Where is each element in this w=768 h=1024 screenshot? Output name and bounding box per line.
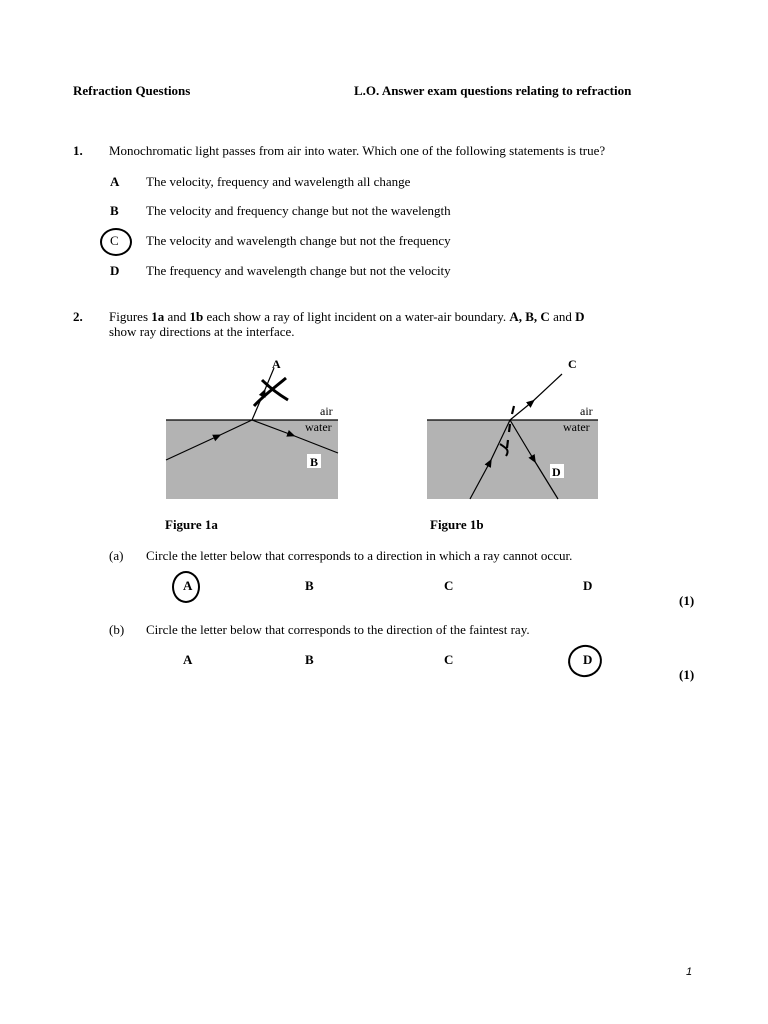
part-a-choice-a: A	[183, 578, 193, 593]
handwritten-cross-stroke-1	[254, 378, 286, 406]
part-a-marks: (1)	[679, 593, 695, 608]
q1-option-b-letter: B	[110, 203, 119, 218]
q1-option-d-text: The frequency and wavelength change but not the velocity	[146, 263, 451, 278]
part-b-label: (b)	[109, 622, 125, 637]
handwritten-cross-stroke-2	[262, 380, 288, 400]
air-label: air	[580, 404, 593, 418]
part-a-label: (a)	[109, 548, 124, 563]
part-a-choice-b: B	[305, 578, 314, 593]
page-number: 1	[686, 966, 693, 978]
question-2-intro-line2: show ray directions at the interface.	[109, 324, 295, 339]
air-label: air	[320, 404, 333, 418]
q1-option-a-letter: A	[110, 174, 120, 189]
q1-option-c-text: The velocity and wavelength change but not the frequency	[146, 233, 451, 248]
label-d: D	[552, 465, 561, 479]
question-2-number: 2.	[73, 309, 83, 324]
part-b-choice-c: C	[444, 652, 454, 667]
learning-objective: L.O. Answer exam questions relating to refraction	[354, 83, 632, 98]
label-c: C	[568, 357, 577, 371]
part-a-text: Circle the letter below that corresponds to a direction in which a ray cannot occur.	[146, 548, 573, 563]
figure-1b-caption: Figure 1b	[430, 517, 484, 532]
water-label: water	[305, 420, 332, 434]
figure-1b	[420, 352, 610, 504]
q1-option-d-letter: D	[110, 263, 120, 278]
question-1-text: Monochromatic light passes from air into water. Which one of the following statements is true?	[109, 143, 606, 158]
q1-option-c-letter: C	[110, 233, 119, 248]
part-a-choice-c: C	[444, 578, 454, 593]
part-b-marks: (1)	[679, 667, 695, 682]
part-b-choice-b: B	[305, 652, 314, 667]
label-b: B	[310, 455, 319, 469]
ray-c-end	[532, 374, 562, 402]
part-b-choice-d: D	[583, 652, 593, 667]
page-title: Refraction Questions	[73, 83, 191, 98]
figure-1a	[160, 352, 350, 504]
q1-option-b-text: The velocity and frequency change but not the wavelength	[146, 203, 451, 218]
part-a-choice-d: D	[583, 578, 593, 593]
part-b-text: Circle the letter below that corresponds to the direction of the faintest ray.	[146, 622, 530, 637]
water-label: water	[563, 420, 590, 434]
part-b-choice-a: A	[183, 652, 193, 667]
label-a: A	[272, 357, 281, 371]
figure-1a-caption: Figure 1a	[165, 517, 218, 532]
q1-option-a-text: The velocity, frequency and wavelength all change	[146, 174, 411, 189]
question-1-number: 1.	[73, 143, 83, 158]
question-2-intro: Figures 1a and 1b each show a ray of light incident on a water-air boundary. A, B, C and D	[109, 309, 585, 324]
